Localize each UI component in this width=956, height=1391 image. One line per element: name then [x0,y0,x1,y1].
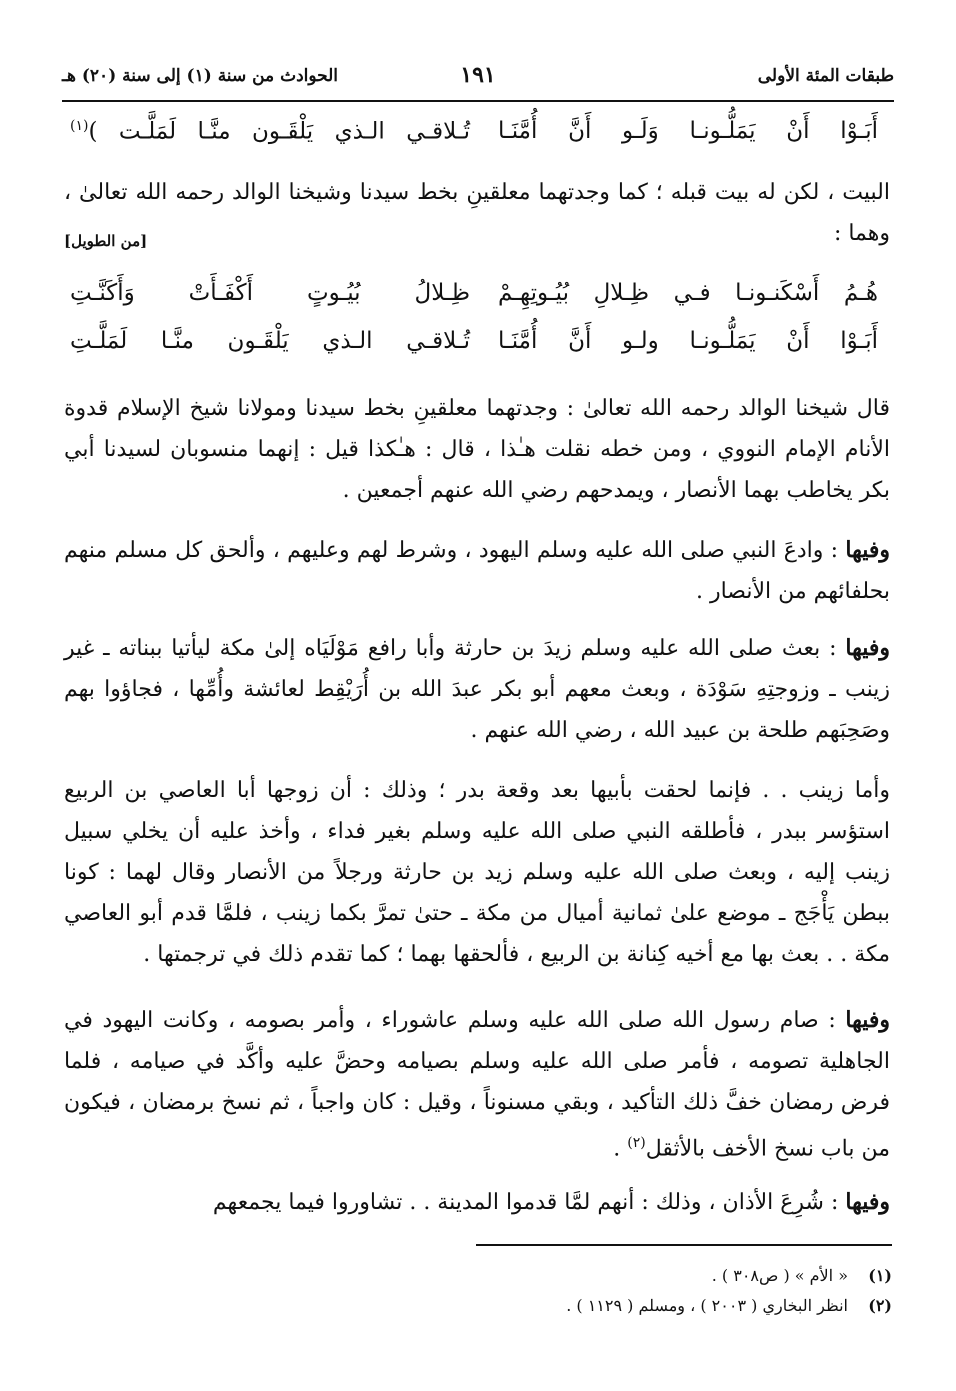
footnote-2-text: انظر البخاري ( ٢٠٠٣ ) ، ومسلم ( ١١٢٩ ) . [566,1296,848,1315]
paragraph-7 [64,1182,890,1223]
meter-label: [من الطويل] [64,232,148,250]
poem-line-1-second: ظِـلالُ بُيُـوتٍ أَكْفَـأَتْ وَأَكَنَّـتِ [70,280,470,306]
poem-line-2-second: تُـلاقـي الـذي يَلْقَـون منَّـا لَمَلَّـتِ [70,328,470,354]
poem-line-2-first: أَبَـوْا أَنْ يَمَلُّـونـا ولـو أَنَّ أُمَّنَـا [498,328,878,354]
footnote-1-text: « الأم » ( ص٣٠٨ ) . [711,1266,848,1285]
footnote-2-number: (٢) [868,1296,892,1315]
paragraph-6-tail: . [613,1136,628,1162]
paragraph-3-text: : وادعَ النبي صلى الله عليه وسلم اليهود ، وشرط لهم وعليهم ، وألحق كل مسلم منهم بحلفائهم من الأنصار . [64,538,890,604]
paragraph-7-lead: وفيها [845,1189,890,1215]
top-verse-second-text: تُـلاقـي الـذي يَلْقَـون منَّـا لَمَلَّـت [118,118,470,145]
top-verse [70,118,878,162]
paragraph-6-lead: وفيها [845,1007,890,1033]
paragraph-4-lead: وفيها [845,635,890,661]
top-verse-second-hemistich: تُـلاقـي الـذي يَلْقَـون منَّـا لَمَلَّـت )$^{(١)}$ [70,118,470,145]
book-title: طبقات المئة الأولى [757,66,894,86]
poem-line-1-first: هُـمُ أَسْكَنـونـا فـي ظِـلالِ بُيُـوتِهِـمْ [498,280,878,306]
footnote-1-number: (١) [868,1266,892,1285]
section-title: الحوادث من سنة (١) إلى سنة (٢٠) هـ [62,66,339,86]
footnote-rule [476,1244,892,1246]
footnote-ref-1: (١) [70,118,89,134]
running-header [62,62,894,96]
paragraph-6-text: : صام رسول الله صلى الله عليه وسلم عاشوراء ، وأمر بصومه ، وكانت اليهود في الجاهلية تصومه ، فأمر صلى الله عليه وسلم بصيامه وحضَّ عليه وأكَّد في صيامه ، فلما فرض رمضان خفَّ ذلك التأكيد ، وبقي مسنوناً ، وقيل : كان واجباً ، ثم نسخ برمضان ، فيكون من باب نسخ الأخف بالأثقل [64,1008,890,1162]
paragraph-6 [64,1000,890,1169]
paragraph-3 [64,530,890,612]
paragraph-3-lead: وفيها [845,537,890,563]
footnote-2 [300,1296,892,1320]
poem-line-2 [70,328,878,372]
paragraph-5: وأما زينب . . فإنما لحقت بأبيها بعد وقعة بدر ؛ وذلك : أن زوجها أبا العاصي بن الربيع استؤسر ببدر ، فأطلقه النبي صلى الله عليه وسلم بغير فداء ، وأخذ عليه أن يخلي سبيل زينب إليه ، وبعث صلى الله عليه وسلم زيد بن حارثة ورجلاً من الأنصار وقال لهما : كونا ببطن يَأْجَج ـ موضع علىٰ ثمانية أميال من مكة ـ حتىٰ تمرَّ بكما زينب ، فلمَّا قدم أبو العاصي مكة . . بعث بها مع أخيه كِنانة بن الربيع ، فألحقها بهما ؛ كما تقدم ذلك في ترجمتها . [64,778,890,967]
paragraph-4-text: : بعث صلى الله عليه وسلم زيدَ بن حارثة وأبا رافع مَوْلَيَاه إلىٰ مكة ليأتيا ببناته ـ غير زينب ـ وزوجتِهِ سَوْدَة ، وبعث معهم أبو بكر عبدَ الله بن أُرَيْقِط لعائشة وأُمِّها ، فجاؤوا بهم وصَحِبَهم طلحة بن عبيد الله ، رضي الله عنهم . [64,636,890,743]
footnote-ref-2: (٢) [627,1135,646,1151]
paragraph-4 [64,628,890,751]
poem-line-1 [70,280,878,324]
paragraph-2: قال شيخنا الوالد رحمه الله تعالىٰ : وجدتهما معلقينِ بخط سيدنا ومولانا شيخ الإسلام قدوة الأنام الإمام النووي ، ومن خطه نقلت هـٰذا ، قال : هـٰكذا قيل : إنهما منسوبان لسيدنا أبي بكر يخاطب بهما الأنصار ، ويمدحهم رضي الله عنهم أجمعين . [64,396,890,503]
header-rule [62,100,894,102]
paragraph-7-text: : شُرِعَ الأذان ، وذلك : أنهم لمَّا قدموا المدينة . . تشاوروا فيما يجمعهم [212,1190,846,1215]
footnote-1 [300,1266,892,1290]
page-number: ١٩١ [460,62,496,88]
paragraph-1: البيت ، لكن له بيت قبله ؛ كما وجدتهما معلقينِ بخط سيدنا وشيخنا الوالد رحمه الله تعالىٰ ، وهما : [64,180,890,246]
top-verse-first-hemistich: أَبَـوْا أَنْ يَمَلُّـونـا وَلَـو أَنَّ أُمَّنَـا [498,118,878,144]
